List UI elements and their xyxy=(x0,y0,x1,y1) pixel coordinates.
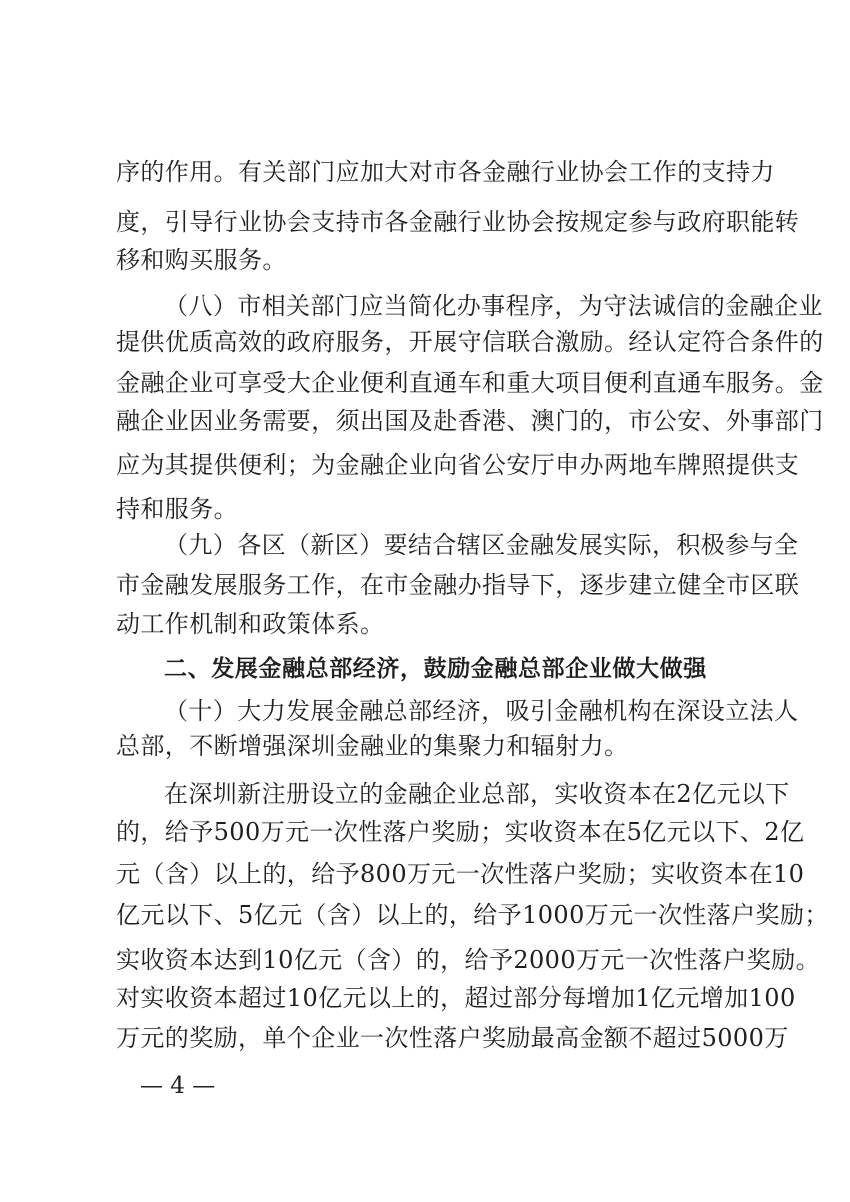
paragraph-5-line-6: 对实收资本超过10亿元以上的，超过部分每增加1亿元增加100 xyxy=(116,984,796,1012)
paragraph-5-line-3: 元（含）以上的，给予800万元一次性落户奖励；实收资本在10 xyxy=(116,860,805,888)
paragraph-2-line-3: 金融企业可享受大企业便利直通车和重大项目便利直通车服务。金 xyxy=(116,369,824,397)
paragraph-1-line-1: 序的作用。有关部门应加大对市各金融行业协会工作的支持力 xyxy=(116,158,775,186)
paragraph-2-line-6: 持和服务。 xyxy=(116,495,238,523)
paragraph-2-line-5: 应为其提供便利；为金融企业向省公安厅申办两地车牌照提供支 xyxy=(116,451,800,479)
paragraph-5-line-4: 亿元以下、5亿元（含）以上的，给予1000万元一次性落户奖励； xyxy=(116,901,829,929)
paragraph-4-line-2: 总部，不断增强深圳金融业的集聚力和辐射力。 xyxy=(116,732,629,760)
paragraph-3-line-2: 市金融发展服务工作，在市金融办指导下，逐步建立健全市区联 xyxy=(116,571,800,599)
paragraph-2-line-4: 融企业因业务需要，须出国及赴香港、澳门的，市公安、外事部门 xyxy=(116,407,824,435)
paragraph-5-line-5: 实收资本达到10亿元（含）的，给予2000万元一次性落户奖励。 xyxy=(116,946,821,974)
paragraph-1-line-3: 移和购买服务。 xyxy=(116,246,287,274)
paragraph-5-line-7: 万元的奖励，单个企业一次性落户奖励最高金额不超过5000万 xyxy=(116,1024,789,1052)
page-number: — 4 — xyxy=(140,1073,216,1099)
section-heading: 二、发展金融总部经济，鼓励金融总部企业做大做强 xyxy=(164,656,707,682)
paragraph-1-line-2: 度，引导行业协会支持市各金融行业协会按规定参与政府职能转 xyxy=(116,208,800,236)
paragraph-2-line-2: 提供优质高效的政府服务，开展守信联合激励。经认定符合条件的 xyxy=(116,328,824,356)
paragraph-3-line-1: （九）各区（新区）要结合辖区金融发展实际，积极参与全 xyxy=(164,531,799,559)
paragraph-4-line-1: （十）大力发展金融总部经济，吸引金融机构在深设立法人 xyxy=(164,697,799,725)
paragraph-5-line-2: 的，给予500万元一次性落户奖励；实收资本在5亿元以下、2亿 xyxy=(116,818,805,846)
paragraph-5-line-1: 在深圳新注册设立的金融企业总部，实收资本在2亿元以下 xyxy=(164,780,790,808)
paragraph-3-line-3: 动工作机制和政策体系。 xyxy=(116,610,385,638)
paragraph-2-line-1: （八）市相关部门应当简化办事程序，为守法诚信的金融企业 xyxy=(164,292,823,320)
